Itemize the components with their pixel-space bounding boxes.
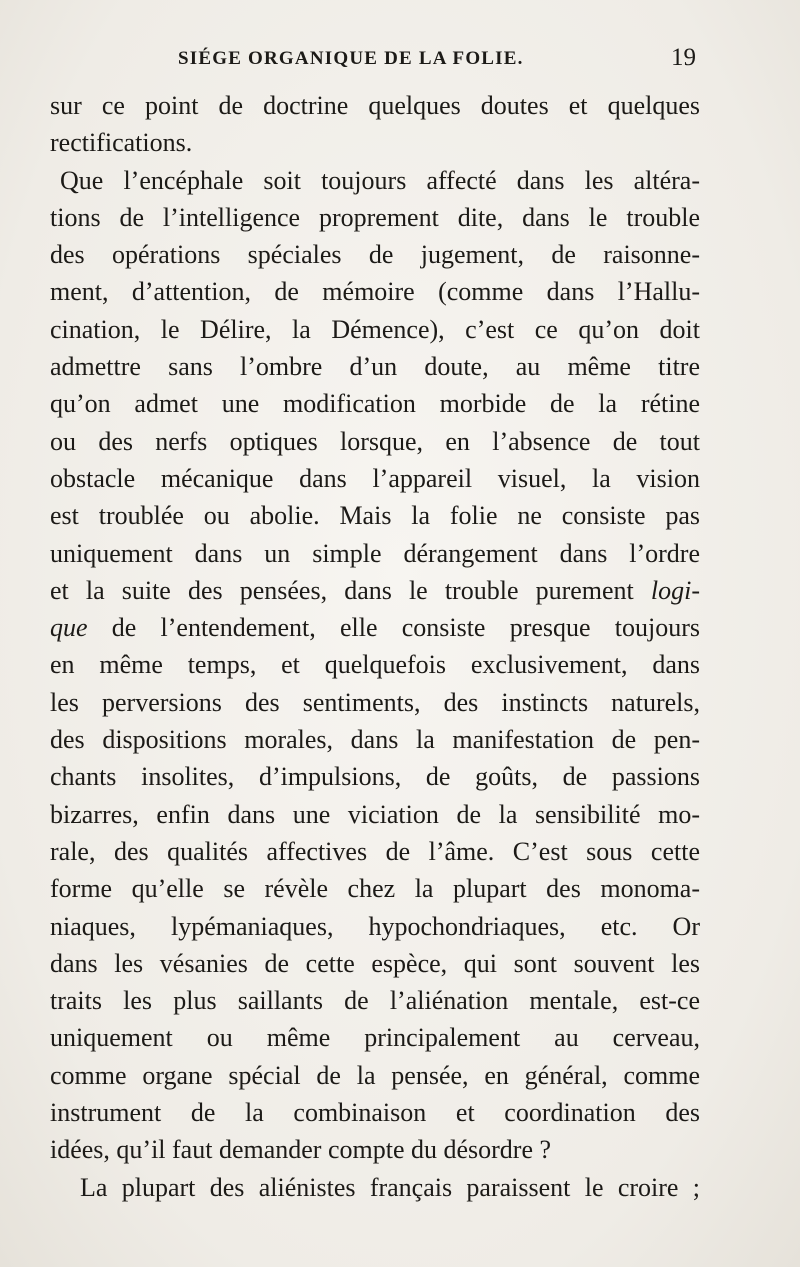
page-number: 19 bbox=[671, 44, 696, 71]
text-line: bizarres, enfin dans une viciation de la sensibilité mo- bbox=[50, 799, 700, 829]
text-line: tions de l’intelligence proprement dite, dans le trouble bbox=[50, 202, 700, 232]
text-line: des opérations spéciales de jugement, de raisonne- bbox=[50, 240, 700, 270]
text-line: La plupart des aliénistes français paraissent le croire ; bbox=[80, 1172, 700, 1202]
text-line: et la suite des pensées, dans le trouble purement logi- bbox=[50, 575, 700, 605]
text-line: admettre sans l’ombre d’un doute, au même titre bbox=[50, 352, 700, 382]
text-line: chants insolites, d’impulsions, de goûts, de passions bbox=[50, 762, 700, 792]
italic-word: logi- bbox=[650, 575, 700, 605]
text-line: instrument de la combinaison et coordination des bbox=[50, 1098, 700, 1128]
text-line: en même temps, et quelquefois exclusivement, dans bbox=[50, 650, 700, 680]
text-line: cination, le Délire, la Démence), c’est ce qu’on doit bbox=[50, 314, 700, 344]
text-line: des dispositions morales, dans la manifestation de pen- bbox=[50, 725, 700, 755]
text-line: que de l’entendement, elle consiste presque toujours bbox=[50, 613, 700, 643]
text-line: rale, des qualités affectives de l’âme. C’est sous cette bbox=[50, 836, 700, 866]
page-header bbox=[50, 44, 700, 80]
text-line: niaques, lypémaniaques, hypochondriaques, etc. Or bbox=[50, 911, 700, 941]
running-head: SIÉGE ORGANIQUE DE LA FOLIE. bbox=[178, 48, 524, 69]
text-line: dans les vésanies de cette espèce, qui sont souvent les bbox=[50, 948, 700, 978]
text-line: Que l’encéphale soit toujours affecté dans les altéra- bbox=[60, 165, 700, 195]
text-line: sur ce point de doctrine quelques doutes et quelques bbox=[50, 91, 700, 120]
text-line: les perversions des sentiments, des instincts naturels, bbox=[50, 687, 700, 717]
text-line: obstacle mécanique dans l’appareil visuel, la vision bbox=[50, 463, 700, 493]
text-line: uniquement dans un simple dérangement dans l’ordre bbox=[50, 538, 700, 568]
body-text bbox=[50, 87, 700, 1206]
text-line: ou des nerfs optiques lorsque, en l’absence de tout bbox=[50, 426, 700, 456]
text-line: forme qu’elle se révèle chez la plupart des monoma- bbox=[50, 874, 700, 904]
text-line: qu’on admet une modification morbide de la rétine bbox=[50, 389, 700, 419]
text-line: traits les plus saillants de l’aliénation mentale, est-ce bbox=[50, 986, 700, 1016]
text-line: ment, d’attention, de mémoire (comme dans l’Hallu- bbox=[50, 277, 700, 307]
text-line: comme organe spécial de la pensée, en général, comme bbox=[50, 1060, 700, 1090]
text-line: uniquement ou même principalement au cerveau, bbox=[50, 1023, 700, 1053]
italic-word: que bbox=[50, 613, 88, 643]
text-line: est troublée ou abolie. Mais la folie ne consiste pas bbox=[50, 501, 700, 531]
text-line: rectifications. bbox=[50, 128, 193, 158]
text-line: idées, qu’il faut demander compte du désordre ? bbox=[50, 1135, 552, 1165]
